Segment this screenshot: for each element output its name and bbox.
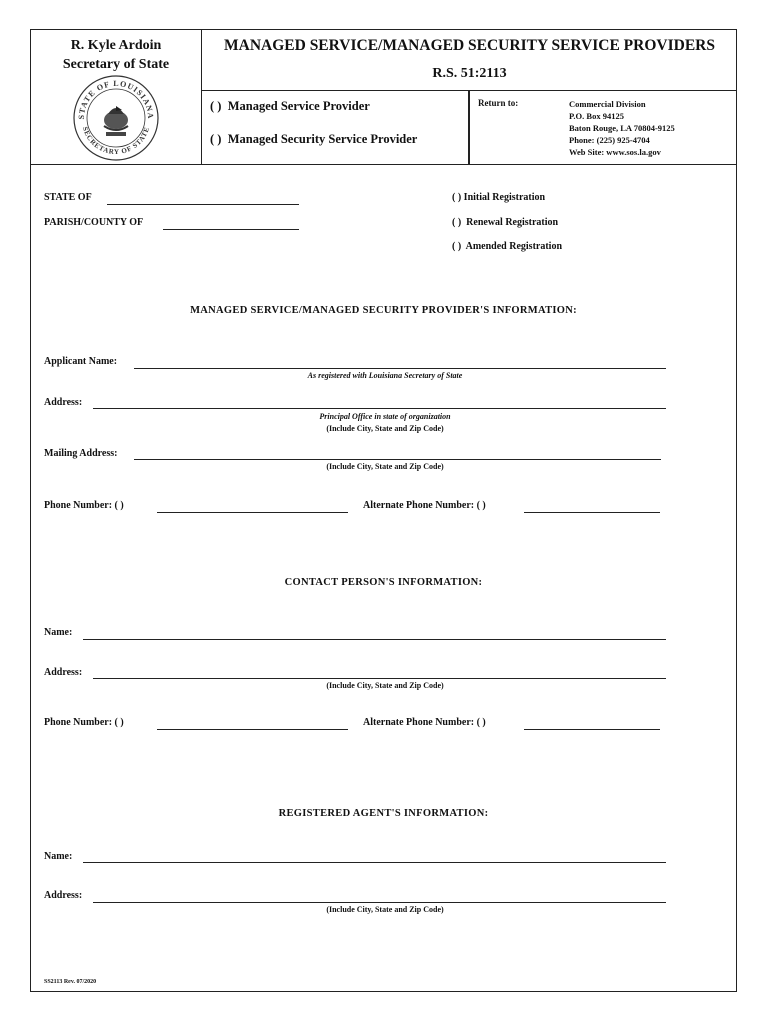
provider-phone-field[interactable]	[157, 512, 348, 513]
seal-top-text: STATE OF LOUISIANA	[76, 78, 156, 120]
return-address-line: Phone: (225) 925-4704	[569, 135, 650, 145]
provider-alt-phone-label: Alternate Phone Number: ( )	[363, 500, 486, 511]
return-address	[569, 98, 675, 158]
parish-label: PARISH/COUNTY OF	[44, 217, 144, 228]
applicant-name-label: Applicant Name:	[44, 356, 118, 367]
agent-name-field[interactable]	[83, 862, 666, 863]
msp-option[interactable]	[210, 99, 370, 114]
return-address-line: Web Site: www.sos.la.gov	[569, 147, 661, 157]
amended-registration-label: Amended Registration	[465, 241, 563, 252]
form-title: MANAGED SERVICE/MANAGED SECURITY SERVICE PROVIDERS	[224, 37, 715, 54]
contact-address-label: Address:	[44, 667, 83, 678]
msp-checkbox[interactable]: ( )	[210, 99, 222, 113]
initial-registration-label: Initial Registration	[463, 192, 546, 203]
return-address-line: Baton Rouge, LA 70804-9125	[569, 123, 675, 133]
contact-section-heading: CONTACT PERSON'S INFORMATION:	[284, 577, 483, 588]
amended-registration-option[interactable]	[452, 241, 562, 252]
agent-address-field[interactable]	[93, 902, 666, 903]
provider-address-note: Principal Office in state of organization	[319, 412, 451, 421]
mssp-label: Managed Security Service Provider	[227, 132, 418, 146]
initial-registration-option[interactable]	[452, 192, 545, 203]
mailing-address-note: (Include City, State and Zip Code)	[326, 462, 444, 471]
return-to-label: Return to:	[478, 98, 519, 108]
provider-address-field[interactable]	[93, 408, 666, 409]
agent-address-label: Address:	[44, 890, 83, 901]
provider-section-heading: MANAGED SERVICE/MANAGED SECURITY PROVIDER'S INFORMATION:	[190, 305, 577, 316]
agent-section-heading: REGISTERED AGENT'S INFORMATION:	[278, 808, 489, 819]
statute-reference: R.S. 51:2113	[432, 66, 507, 81]
state-seal-icon	[72, 74, 160, 162]
contact-alt-phone-label: Alternate Phone Number: ( )	[363, 717, 486, 728]
agent-address-note: (Include City, State and Zip Code)	[326, 905, 444, 914]
renewal-registration-option[interactable]	[452, 217, 558, 228]
renewal-registration-checkbox[interactable]: ( )	[452, 217, 462, 228]
agent-name-label: Name:	[44, 851, 73, 862]
return-address-line: P.O. Box 94125	[569, 111, 624, 121]
form-code: SS2113 Rev. 07/2020	[44, 979, 97, 985]
mssp-checkbox[interactable]: ( )	[210, 132, 222, 146]
official-name: R. Kyle Ardoin	[70, 38, 162, 53]
contact-address-field[interactable]	[93, 678, 666, 679]
applicant-name-field[interactable]	[134, 368, 666, 369]
contact-phone-field[interactable]	[157, 729, 348, 730]
provider-alt-phone-field[interactable]	[524, 512, 660, 513]
applicant-name-note: As registered with Louisiana Secretary of State	[307, 371, 463, 380]
header-divider	[468, 91, 470, 165]
contact-name-label: Name:	[44, 627, 73, 638]
parish-field[interactable]	[163, 229, 299, 230]
contact-address-note: (Include City, State and Zip Code)	[326, 681, 444, 690]
official-title: Secretary of State	[62, 57, 170, 72]
provider-address-label: Address:	[44, 397, 83, 408]
state-label: STATE OF	[44, 192, 92, 203]
contact-name-field[interactable]	[83, 639, 666, 640]
amended-registration-checkbox[interactable]: ( )	[452, 241, 462, 252]
msp-label: Managed Service Provider	[227, 99, 370, 113]
provider-address-note-2: (Include City, State and Zip Code)	[326, 424, 444, 433]
return-address-line: Commercial Division	[569, 99, 646, 109]
seal-bottom-text: SECRETARY OF STATE	[80, 125, 152, 157]
mssp-option[interactable]	[210, 132, 417, 147]
initial-registration-checkbox[interactable]: ( )	[452, 192, 462, 203]
mailing-address-label: Mailing Address:	[44, 448, 118, 459]
contact-alt-phone-field[interactable]	[524, 729, 660, 730]
state-field[interactable]	[107, 204, 299, 205]
mailing-address-field[interactable]	[134, 459, 661, 460]
contact-phone-label: Phone Number: ( )	[44, 717, 124, 728]
renewal-registration-label: Renewal Registration	[466, 217, 559, 228]
provider-phone-label: Phone Number: ( )	[44, 500, 124, 511]
